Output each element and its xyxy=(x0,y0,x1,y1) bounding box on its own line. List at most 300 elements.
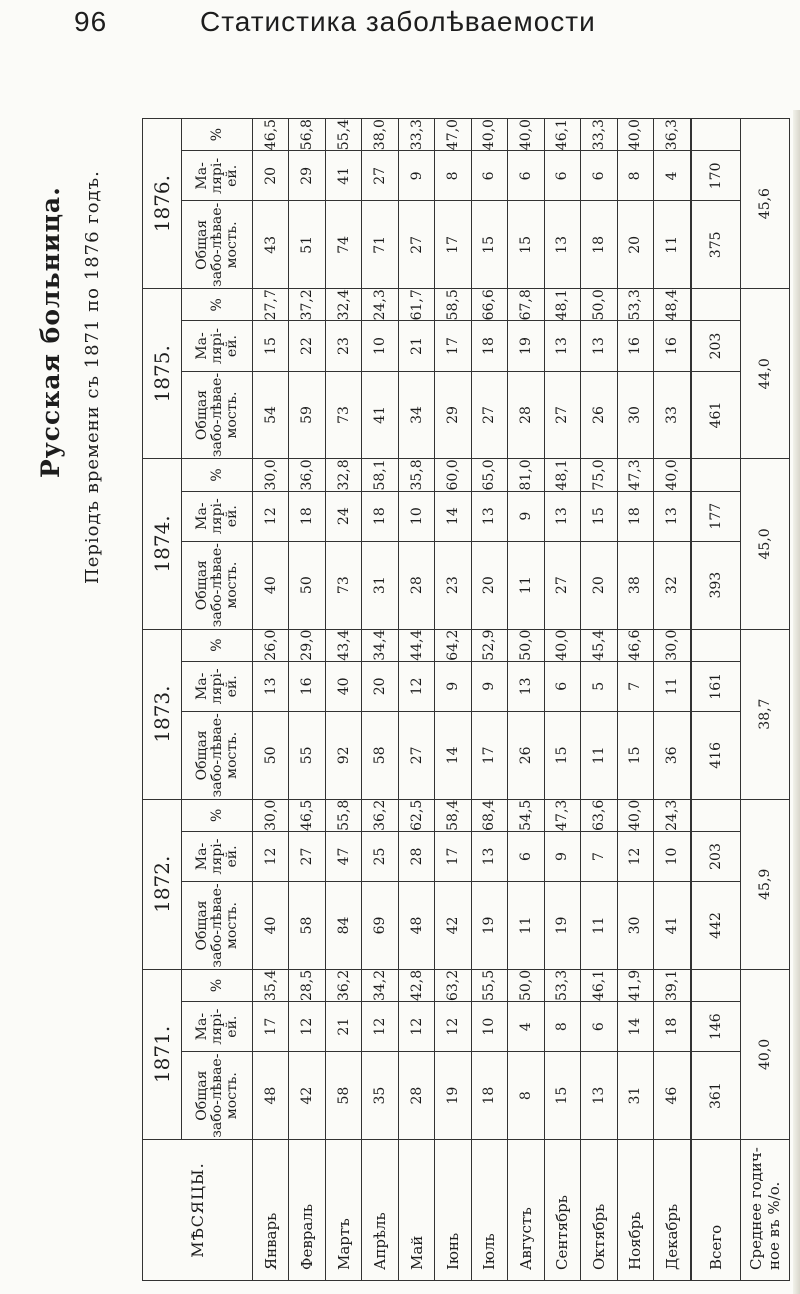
value-cell: 59 xyxy=(289,371,325,459)
value-cell: 20 xyxy=(253,151,289,201)
year-header: 1874. xyxy=(143,459,182,629)
value-cell: 35,8 xyxy=(398,459,434,491)
total-cell: 161 xyxy=(691,661,741,711)
month-label: Іюнь xyxy=(435,1140,471,1281)
value-cell: 19 xyxy=(508,321,544,371)
value-cell: 28,5 xyxy=(289,969,325,1001)
value-cell: 17 xyxy=(253,1002,289,1052)
value-cell: 48 xyxy=(398,882,434,970)
value-cell: 17 xyxy=(435,831,471,881)
value-cell: 48,1 xyxy=(544,459,580,491)
value-cell: 10 xyxy=(362,321,398,371)
statistics-table-container xyxy=(142,118,790,1281)
value-cell: 9 xyxy=(544,831,580,881)
month-label: Августъ xyxy=(508,1140,544,1281)
value-cell: 12 xyxy=(253,831,289,881)
value-cell: 38 xyxy=(617,541,653,629)
value-cell: 47,3 xyxy=(617,459,653,491)
value-cell: 46,5 xyxy=(253,119,289,151)
column-header: % xyxy=(182,289,253,321)
value-cell: 50,0 xyxy=(508,969,544,1001)
value-cell: 29,0 xyxy=(289,629,325,661)
value-cell: 11 xyxy=(653,201,691,289)
value-cell: 36 xyxy=(653,711,691,799)
total-cell: 203 xyxy=(691,831,741,881)
column-header: Ма-лярі-ей. xyxy=(182,831,253,881)
value-cell: 14 xyxy=(435,711,471,799)
value-cell: 19 xyxy=(435,1052,471,1140)
value-cell: 34,2 xyxy=(362,969,398,1001)
value-cell: 25 xyxy=(362,831,398,881)
value-cell: 41 xyxy=(653,882,691,970)
value-cell: 12 xyxy=(362,1002,398,1052)
value-cell: 32 xyxy=(653,541,691,629)
value-cell: 46,6 xyxy=(617,629,653,661)
total-cell: 416 xyxy=(691,711,741,799)
table-row xyxy=(581,119,617,1281)
value-cell: 23 xyxy=(435,541,471,629)
value-cell: 37,2 xyxy=(289,289,325,321)
value-cell: 17 xyxy=(471,711,507,799)
value-cell: 51 xyxy=(289,201,325,289)
average-cell: 38,7 xyxy=(741,629,790,799)
year-header: 1873. xyxy=(143,629,182,799)
value-cell: 27 xyxy=(544,541,580,629)
average-cell: 45,0 xyxy=(741,459,790,629)
year-header: 1871. xyxy=(143,969,182,1139)
month-label: Май xyxy=(398,1140,434,1281)
value-cell: 36,2 xyxy=(362,799,398,831)
value-cell: 75,0 xyxy=(581,459,617,491)
value-cell: 8 xyxy=(435,151,471,201)
value-cell: 4 xyxy=(653,151,691,201)
value-cell: 6 xyxy=(581,151,617,201)
value-cell: 40,0 xyxy=(471,119,507,151)
average-cell: 45,6 xyxy=(741,119,790,289)
value-cell: 56,8 xyxy=(289,119,325,151)
value-cell: 74 xyxy=(325,201,361,289)
value-cell: 12 xyxy=(398,661,434,711)
value-cell: 18 xyxy=(471,1052,507,1140)
value-cell: 46,5 xyxy=(289,799,325,831)
value-cell: 55 xyxy=(289,711,325,799)
value-cell: 15 xyxy=(617,711,653,799)
table-row xyxy=(253,119,289,1281)
page-number: 96 xyxy=(74,6,108,37)
value-cell: 33,3 xyxy=(398,119,434,151)
value-cell: 35 xyxy=(362,1052,398,1140)
value-cell: 30,0 xyxy=(253,459,289,491)
value-cell: 27 xyxy=(544,371,580,459)
column-header: Общая забо-лѣвае-мость. xyxy=(182,541,253,629)
value-cell: 66,6 xyxy=(471,289,507,321)
value-cell: 13 xyxy=(581,1052,617,1140)
value-cell: 34,4 xyxy=(362,629,398,661)
value-cell: 53,3 xyxy=(544,969,580,1001)
value-cell: 60,0 xyxy=(435,459,471,491)
value-cell: 18 xyxy=(581,201,617,289)
value-cell: 47,0 xyxy=(435,119,471,151)
value-cell: 32,8 xyxy=(325,459,361,491)
value-cell: 7 xyxy=(617,661,653,711)
table-row xyxy=(325,119,361,1281)
column-header: % xyxy=(182,969,253,1001)
table-row xyxy=(617,119,653,1281)
month-label: Октябрь xyxy=(581,1140,617,1281)
value-cell: 10 xyxy=(653,831,691,881)
value-cell: 13 xyxy=(471,491,507,541)
average-cell: 44,0 xyxy=(741,289,790,459)
value-cell: 11 xyxy=(508,541,544,629)
total-cell: 361 xyxy=(691,1052,741,1140)
value-cell: 27,7 xyxy=(253,289,289,321)
value-cell: 41 xyxy=(325,151,361,201)
value-cell: 13 xyxy=(253,661,289,711)
value-cell: 34 xyxy=(398,371,434,459)
total-row xyxy=(691,119,741,1281)
value-cell: 58,1 xyxy=(362,459,398,491)
value-cell: 27 xyxy=(398,201,434,289)
value-cell: 8 xyxy=(544,1002,580,1052)
value-cell: 29 xyxy=(289,151,325,201)
value-cell: 40,0 xyxy=(544,629,580,661)
column-header: % xyxy=(182,799,253,831)
value-cell: 22 xyxy=(289,321,325,371)
value-cell: 46,1 xyxy=(581,969,617,1001)
value-cell: 61,7 xyxy=(398,289,434,321)
column-header: Ма-лярі-ей. xyxy=(182,661,253,711)
month-label: Ноябрь xyxy=(617,1140,653,1281)
value-cell: 11 xyxy=(508,882,544,970)
rotated-titles xyxy=(20,60,140,750)
value-cell: 41,9 xyxy=(617,969,653,1001)
value-cell: 15 xyxy=(544,711,580,799)
total-cell: 177 xyxy=(691,491,741,541)
value-cell: 42,8 xyxy=(398,969,434,1001)
value-cell: 11 xyxy=(653,661,691,711)
total-cell: 393 xyxy=(691,541,741,629)
value-cell: 73 xyxy=(325,541,361,629)
value-cell: 50,0 xyxy=(508,629,544,661)
value-cell: 30,0 xyxy=(253,799,289,831)
value-cell: 63,6 xyxy=(581,799,617,831)
value-cell: 8 xyxy=(617,151,653,201)
value-cell: 63,2 xyxy=(435,969,471,1001)
table-row xyxy=(398,119,434,1281)
value-cell: 12 xyxy=(398,1002,434,1052)
month-label: Февраль xyxy=(289,1140,325,1281)
value-cell: 67,8 xyxy=(508,289,544,321)
value-cell: 58,5 xyxy=(435,289,471,321)
value-cell: 15 xyxy=(471,201,507,289)
year-header: 1876. xyxy=(143,119,182,289)
value-cell: 14 xyxy=(435,491,471,541)
value-cell: 28 xyxy=(398,831,434,881)
value-cell: 14 xyxy=(617,1002,653,1052)
value-cell: 28 xyxy=(398,541,434,629)
column-header: % xyxy=(182,459,253,491)
column-header: % xyxy=(182,119,253,151)
value-cell: 9 xyxy=(398,151,434,201)
value-cell: 46,1 xyxy=(544,119,580,151)
value-cell: 6 xyxy=(544,661,580,711)
value-cell: 29 xyxy=(435,371,471,459)
value-cell: 6 xyxy=(581,1002,617,1052)
value-cell: 21 xyxy=(325,1002,361,1052)
value-cell: 23 xyxy=(325,321,361,371)
column-header: Ма-лярі-ей. xyxy=(182,1002,253,1052)
total-cell: 442 xyxy=(691,882,741,970)
value-cell: 40,0 xyxy=(508,119,544,151)
value-cell: 64,2 xyxy=(435,629,471,661)
value-cell: 17 xyxy=(435,201,471,289)
period-subtitle: Періодъ времени съ 1871 по 1876 годъ. xyxy=(82,170,103,584)
month-label: Декабрь xyxy=(653,1140,691,1281)
value-cell: 12 xyxy=(253,491,289,541)
value-cell: 9 xyxy=(508,491,544,541)
value-cell: 62,5 xyxy=(398,799,434,831)
value-cell: 92 xyxy=(325,711,361,799)
value-cell: 32,4 xyxy=(325,289,361,321)
table-row xyxy=(289,119,325,1281)
value-cell: 50 xyxy=(253,711,289,799)
column-header: Ма-лярі-ей. xyxy=(182,491,253,541)
value-cell: 13 xyxy=(653,491,691,541)
value-cell: 16 xyxy=(653,321,691,371)
table-row xyxy=(435,119,471,1281)
total-cell: 146 xyxy=(691,1002,741,1052)
value-cell: 58 xyxy=(362,711,398,799)
value-cell: 65,0 xyxy=(471,459,507,491)
value-cell: 40 xyxy=(253,541,289,629)
value-cell: 38,0 xyxy=(362,119,398,151)
table-row xyxy=(362,119,398,1281)
column-header: Общая забо-лѣвае-мость. xyxy=(182,201,253,289)
value-cell: 43,4 xyxy=(325,629,361,661)
value-cell: 69 xyxy=(362,882,398,970)
value-cell: 36,2 xyxy=(325,969,361,1001)
value-cell: 13 xyxy=(471,831,507,881)
value-cell: 30 xyxy=(617,371,653,459)
value-cell: 40 xyxy=(325,661,361,711)
value-cell: 47 xyxy=(325,831,361,881)
total-cell xyxy=(691,629,741,661)
value-cell: 27 xyxy=(362,151,398,201)
value-cell: 55,8 xyxy=(325,799,361,831)
value-cell: 48,4 xyxy=(653,289,691,321)
table-row xyxy=(508,119,544,1281)
value-cell: 21 xyxy=(398,321,434,371)
value-cell: 58 xyxy=(289,882,325,970)
value-cell: 39,1 xyxy=(653,969,691,1001)
value-cell: 9 xyxy=(435,661,471,711)
month-label: Январь xyxy=(253,1140,289,1281)
month-label: Мартъ xyxy=(325,1140,361,1281)
value-cell: 15 xyxy=(544,1052,580,1140)
value-cell: 36,3 xyxy=(653,119,691,151)
value-cell: 18 xyxy=(289,491,325,541)
value-cell: 44,4 xyxy=(398,629,434,661)
value-cell: 27 xyxy=(398,711,434,799)
total-cell: 375 xyxy=(691,201,741,289)
value-cell: 55,5 xyxy=(471,969,507,1001)
total-cell: 461 xyxy=(691,371,741,459)
total-cell: 203 xyxy=(691,321,741,371)
column-header: Общая забо-лѣвае-мость. xyxy=(182,371,253,459)
value-cell: 55,4 xyxy=(325,119,361,151)
value-cell: 48 xyxy=(253,1052,289,1140)
value-cell: 31 xyxy=(617,1052,653,1140)
value-cell: 10 xyxy=(471,1002,507,1052)
value-cell: 30,0 xyxy=(653,629,691,661)
value-cell: 20 xyxy=(617,201,653,289)
value-cell: 17 xyxy=(435,321,471,371)
value-cell: 13 xyxy=(508,661,544,711)
month-label: Сентябрь xyxy=(544,1140,580,1281)
value-cell: 18 xyxy=(617,491,653,541)
value-cell: 40,0 xyxy=(653,459,691,491)
value-cell: 18 xyxy=(653,1002,691,1052)
value-cell: 50,0 xyxy=(581,289,617,321)
total-cell xyxy=(691,969,741,1001)
value-cell: 42 xyxy=(435,882,471,970)
value-cell: 33,3 xyxy=(581,119,617,151)
value-cell: 13 xyxy=(544,201,580,289)
value-cell: 26,0 xyxy=(253,629,289,661)
months-header: МѢСЯЦЫ. xyxy=(143,1140,253,1281)
total-cell xyxy=(691,119,741,151)
value-cell: 13 xyxy=(544,491,580,541)
value-cell: 18 xyxy=(471,321,507,371)
value-cell: 9 xyxy=(471,661,507,711)
value-cell: 84 xyxy=(325,882,361,970)
value-cell: 40,0 xyxy=(617,799,653,831)
total-cell xyxy=(691,459,741,491)
value-cell: 6 xyxy=(508,151,544,201)
value-cell: 33 xyxy=(653,371,691,459)
column-header: Общая забо-лѣвае-мость. xyxy=(182,882,253,970)
value-cell: 35,4 xyxy=(253,969,289,1001)
average-cell: 45,9 xyxy=(741,799,790,969)
value-cell: 40 xyxy=(253,882,289,970)
total-label: Всего xyxy=(691,1140,741,1281)
value-cell: 36,0 xyxy=(289,459,325,491)
value-cell: 7 xyxy=(581,831,617,881)
value-cell: 24,3 xyxy=(362,289,398,321)
value-cell: 24 xyxy=(325,491,361,541)
value-cell: 16 xyxy=(289,661,325,711)
value-cell: 48,1 xyxy=(544,289,580,321)
average-row xyxy=(741,119,790,1281)
value-cell: 19 xyxy=(544,882,580,970)
value-cell: 12 xyxy=(289,1002,325,1052)
value-cell: 73 xyxy=(325,371,361,459)
value-cell: 15 xyxy=(253,321,289,371)
value-cell: 54 xyxy=(253,371,289,459)
value-cell: 16 xyxy=(617,321,653,371)
year-header: 1872. xyxy=(143,799,182,969)
value-cell: 43 xyxy=(253,201,289,289)
table-row xyxy=(471,119,507,1281)
average-cell: 40,0 xyxy=(741,969,790,1139)
value-cell: 54,5 xyxy=(508,799,544,831)
value-cell: 58,4 xyxy=(435,799,471,831)
value-cell: 11 xyxy=(581,882,617,970)
value-cell: 68,4 xyxy=(471,799,507,831)
value-cell: 15 xyxy=(581,491,617,541)
value-cell: 41 xyxy=(362,371,398,459)
column-header: % xyxy=(182,629,253,661)
value-cell: 50 xyxy=(289,541,325,629)
value-cell: 11 xyxy=(581,711,617,799)
value-cell: 52,9 xyxy=(471,629,507,661)
value-cell: 6 xyxy=(544,151,580,201)
value-cell: 26 xyxy=(508,711,544,799)
value-cell: 28 xyxy=(398,1052,434,1140)
column-header: Ма-лярі-ей. xyxy=(182,321,253,371)
value-cell: 5 xyxy=(581,661,617,711)
value-cell: 20 xyxy=(581,541,617,629)
value-cell: 20 xyxy=(362,661,398,711)
total-cell xyxy=(691,799,741,831)
value-cell: 13 xyxy=(544,321,580,371)
value-cell: 8 xyxy=(508,1052,544,1140)
value-cell: 20 xyxy=(471,541,507,629)
year-header: 1875. xyxy=(143,289,182,459)
value-cell: 12 xyxy=(617,831,653,881)
value-cell: 26 xyxy=(581,371,617,459)
value-cell: 45,4 xyxy=(581,629,617,661)
value-cell: 6 xyxy=(471,151,507,201)
value-cell: 53,3 xyxy=(617,289,653,321)
total-cell: 170 xyxy=(691,151,741,201)
month-label: Іюль xyxy=(471,1140,507,1281)
value-cell: 30 xyxy=(617,882,653,970)
value-cell: 46 xyxy=(653,1052,691,1140)
value-cell: 31 xyxy=(362,541,398,629)
column-header: Общая забо-лѣвае-мость. xyxy=(182,711,253,799)
month-label: Апрѣль xyxy=(362,1140,398,1281)
value-cell: 4 xyxy=(508,1002,544,1052)
value-cell: 13 xyxy=(581,321,617,371)
value-cell: 6 xyxy=(508,831,544,881)
value-cell: 24,3 xyxy=(653,799,691,831)
value-cell: 18 xyxy=(362,491,398,541)
total-cell xyxy=(691,289,741,321)
table-row xyxy=(653,119,691,1281)
column-header: Общая забо-лѣвае-мость. xyxy=(182,1052,253,1140)
value-cell: 58 xyxy=(325,1052,361,1140)
table-row xyxy=(544,119,580,1281)
value-cell: 81,0 xyxy=(508,459,544,491)
value-cell: 40,0 xyxy=(617,119,653,151)
value-cell: 47,3 xyxy=(544,799,580,831)
value-cell: 27 xyxy=(289,831,325,881)
page-title: Статистика заболѣваемости xyxy=(200,6,596,37)
morbidity-table xyxy=(142,118,790,1281)
value-cell: 10 xyxy=(398,491,434,541)
column-header: Ма-лярі-ей. xyxy=(182,151,253,201)
value-cell: 28 xyxy=(508,371,544,459)
average-label: Среднее годич-ное въ %/o. xyxy=(741,1140,790,1281)
value-cell: 71 xyxy=(362,201,398,289)
value-cell: 12 xyxy=(435,1002,471,1052)
value-cell: 19 xyxy=(471,882,507,970)
value-cell: 15 xyxy=(508,201,544,289)
value-cell: 42 xyxy=(289,1052,325,1140)
value-cell: 27 xyxy=(471,371,507,459)
page-header xyxy=(0,0,800,44)
